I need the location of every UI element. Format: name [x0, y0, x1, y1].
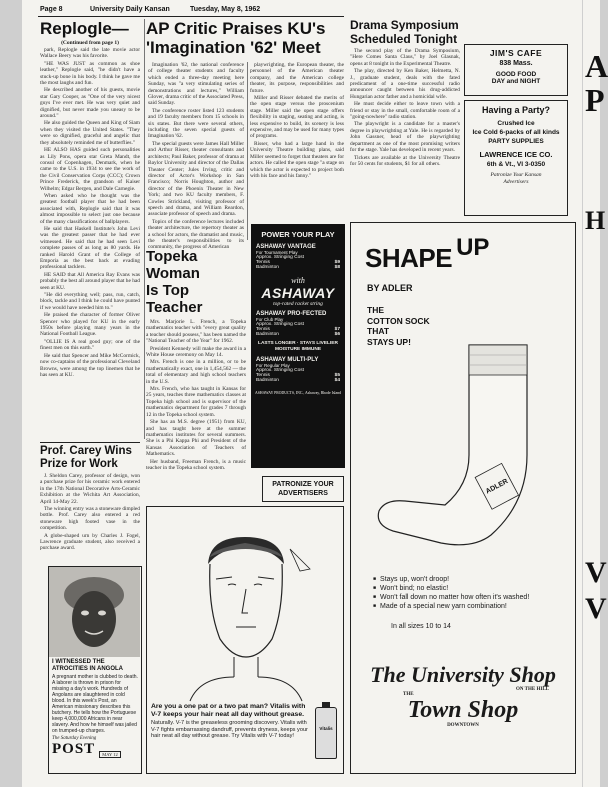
ashaway-tag: top-rated racket string: [273, 301, 323, 307]
party-headline: Having a Party?: [481, 105, 551, 115]
ashaway-price-row: Approx. Stringing Cost: [256, 368, 304, 373]
drama-body: [350, 48, 460, 167]
shapeup-sizes: In all sizes 10 to 14: [391, 623, 451, 630]
column-separator: [144, 19, 145, 439]
critic-paragraph: The special guests were James Hall Miller and Arthur Risser, theater consultants and architects; Paul Baker, professor of drama at Baylor University and director of the Dallas Theater Center; Jules Irving, critic and director of Actor's Workshop in San Francisco; Norris Houghton, author and director of the Phoenix Theater in New York; and two KU faculty members, F. Cowles Strickland, visiting professor of speech and drama, and William Reardon, associate professor of speech and drama.: [148, 140, 244, 218]
topeka-paragraph: President Kennedy will make the award in a White House ceremony on May 14.: [146, 345, 246, 359]
critic-headline-1: AP Critic Praises KU's: [146, 19, 326, 38]
ashaway-product-sub: For Club Play: [256, 317, 284, 322]
continued-line: (Continued from page 1): [61, 40, 119, 46]
ashaway-product-name: ASHAWAY PRO-FECTED: [256, 311, 327, 317]
shapeup-brand-1: SHAPE: [365, 243, 453, 273]
post-brand-top: The Saturday Evening: [52, 736, 97, 741]
party-item: PARTY SUPPLIES: [488, 138, 544, 145]
shapeup-ad: [350, 222, 576, 774]
replogle-paragraph: When asked who he thought was the greatest football player that he had been associated with, Replogle said that it was almost impossible to select just one because of the many classifications of ballplayers.: [40, 192, 140, 225]
topeka-article: [146, 248, 246, 472]
jims-cafe-ad: [464, 44, 568, 96]
jims-line-2: DAY and NIGHT: [491, 78, 541, 85]
post-caption-title: I WITNESSED THE ATROCITIES IN ANGOLA: [52, 659, 123, 672]
ashaway-price-row: Badminton $8: [256, 265, 340, 270]
post-ad: [48, 566, 142, 774]
lawrence-ice-ad: [464, 100, 568, 216]
carey-body: [40, 473, 140, 552]
ashaway-product-sub: For Regular Play: [256, 363, 290, 368]
party-item: Ice Cold 6-packs of all kinds: [472, 129, 560, 136]
carey-paragraph: The winning entry was a stoneware dimpled bottle. Prof. Carey also entered a red stoneware high footed vase in the competition.: [40, 506, 140, 532]
drama-paragraph: He must decide either to leave town with a friend or stay in the small, comfortable room of a "going-nowhere" radio station.: [350, 101, 460, 121]
drama-headline-1: Drama Symposium: [350, 18, 459, 32]
vitalis-bottle-label: Vitalis: [319, 726, 333, 731]
critic-paragraph: Topics of the conference lectures included theater architecture, the repertory theater as a school for actors, the dramatist and music, the theater's responsibilities to its community, the progress of American: [148, 218, 244, 251]
shapeup-tagline: STAYS UP!: [367, 336, 411, 347]
carey-article: [40, 442, 140, 553]
replogle-paragraph: "HE WAS JUST as common as shoe leather," Replogle said, "he didn't have a stuck-up bone in his body. I think he gave me the most laughs and fun.: [40, 60, 140, 87]
shop1-sub: ON THE HILL: [516, 687, 549, 692]
shapeup-brand-up: UP: [456, 234, 490, 261]
topeka-paragraph: Mrs. French, who has taught in Kansas for 25 years, teaches three mathematics classes at Topeka high school and is supervisor of the mathematics department for grades 7 through 12 in the Topeka school system.: [146, 386, 246, 418]
critic-article: [146, 19, 346, 57]
replogle-paragraph: park, Replogle said the late movie actor Wallace Beery was his favorite.: [40, 47, 140, 60]
drama-paragraph: The playwright is a candidate for a master's degree in playwrighting at Yale. He is regarded by John Gassner, head of the playwrighting department as one of the most promising writers for the stage. Yale has developed in recent years.: [350, 121, 460, 154]
critic-column-1: [148, 62, 244, 252]
paper-name: University Daily Kansan: [90, 6, 170, 13]
post-photo: [49, 567, 140, 657]
shapeup-bullet: ■ Made of a special new yarn combination!: [373, 603, 507, 610]
replogle-paragraph: "He did everything well; pass, run, catch, block, tackle and I think he could have punted if we would have needed him to.": [40, 292, 140, 311]
vitalis-body: Naturally. V-7 is the greaseless grooming discovery. Vitalis with V-7 fights embarrassing dandruff, prevents dryness, keeps your hair neat all day without grease. Try Vitalis with V-7 today!: [151, 720, 308, 740]
bullet-icon: ■: [373, 576, 377, 582]
patronize-line-2: ADVERTISERS: [278, 490, 328, 497]
ashaway-product: [256, 311, 340, 337]
vitalis-bottle: [315, 707, 337, 759]
critic-paragraph: The conference roster listed 123 students and 19 faculty members from 15 schools in six states. But there were several others, including the seven special guests of Imagination '62.: [148, 107, 244, 140]
carey-headline-1: Prof. Carey Wins: [40, 445, 132, 457]
carey-paragraph: J. Sheldon Carey, professor of design, won a purchase prize for his ceramic work entered in the 17th National Decorative Arts-Ceramic Exhibition at the Wichita Art Association, April 14-May 22.: [40, 473, 140, 505]
patronize-box: [262, 476, 344, 502]
shop2-the: THE: [403, 692, 414, 697]
page-number: Page 8: [40, 6, 63, 13]
ashaway-price-row: Tennis $7: [256, 327, 340, 332]
ice-company-name: LAWRENCE ICE CO.: [479, 150, 553, 159]
replogle-paragraph: "OLLIE IS A real good guy; one of the finest men on this earth.": [40, 338, 140, 352]
ashaway-product: [256, 357, 340, 383]
shapeup-bullet: ■ Stays up, won't droop!: [373, 576, 450, 583]
issue-date: Tuesday, May 8, 1962: [190, 6, 261, 13]
shapeup-tagline: COTTON SOCK: [367, 315, 430, 326]
drama-paragraph: Tickets are available at the University Theatre for 50 cents for students, $1 for all others.: [350, 154, 460, 167]
replogle-paragraph: He described another of his guests, movie star Gary Cooper, as "One of the very nicest guys I've ever met. He was very quiet and dignified, but never made you uneasy to be around.": [40, 87, 140, 120]
post-issue: MAY 12: [99, 751, 121, 758]
replogle-paragraph: He said that Haskell Institute's John Levi was the greatest passer that he had ever witnessed. He said that he had seen Levi complete passes of as long as 80 yards. He ranked Harold Grant of the College of Emporia as the best back at evading professional tacklers.: [40, 225, 140, 271]
jims-name: JIM'S CAFE: [489, 48, 543, 58]
sock-label: ADLER: [484, 477, 510, 496]
masthead-rule: [38, 16, 344, 17]
ashaway-price-row: Badminton $4: [256, 378, 340, 383]
topeka-body: [146, 319, 246, 471]
carey-rule: [40, 442, 140, 443]
critic-paragraph: Miller and Risser debated the merits of the open stage versus the proscenium stage. Miller said the open stage offers flexibility in staging, seating and acting, is less expensive to build, its scenery is less expensive, and may be used for many types of programs.: [250, 95, 345, 140]
column-separator: [247, 62, 248, 240]
ashaway-price-row: Approx. Stringing Cost: [256, 322, 304, 327]
jims-line-1: GOOD FOOD: [495, 71, 537, 78]
shop2-name: Town Shop: [407, 697, 519, 723]
critic-paragraph: Risser, who had a large hand in the University Theatre building plans, said Miller seemed to forget that theaters are for actors. He called the open stage "a stage on which the actor is expected to project both with his face and his fanny.": [250, 140, 344, 179]
patronize-line-1: PATRONIZE YOUR: [272, 481, 334, 488]
topeka-paragraph: Mrs. Marjorie L. French, a Topeka mathematics teacher with "every great quality a teacher should possess," has been named the "National Teacher of the Year" for 1962.: [146, 319, 246, 345]
topeka-paragraph: She has an M.S. degree (1951) from KU, and has taught here at the summer mathematics institutes for several summers. She is a Phi Kappa Phi and President of the Kansas Association of Teachers of Mathematics.: [146, 419, 246, 458]
replogle-paragraph: He praised the character of former Oliver Spencer who played for KU in the early 1950s before playing many years in the National Football League.: [40, 312, 140, 338]
shapeup-by: BY ADLER: [367, 283, 413, 293]
ashaway-middle: LASTS LONGER · STAYS LIVELIER MOISTURE IMMUNE: [258, 341, 338, 352]
critic-paragraph: playwrighting, the European theater, the personnel of the American theater company, and the American college theater, its purpose, responsibilities and future.: [250, 62, 344, 94]
shop1-name: The University Shop: [370, 662, 556, 687]
replogle-paragraph: HE ALSO HAS guided such personalities as Lily Pons, opera star Greta Mandt, the consul of Copenhagen, Denmark, when he came to the U.S. in 1934 to see the work of the Civil Conservation Corps (CCC); Crown Prince Frederick, the grandson of Kaiser Wilhelm; Edgar Bergen, and Dale Carnegie.: [40, 147, 140, 192]
topeka-headline-2: Is Top Teacher: [146, 282, 203, 316]
vitalis-drawing: [150, 509, 340, 701]
critic-headline-2: 'Imagination '62' Meet: [146, 38, 321, 57]
topeka-paragraph: Mrs. French is one in a million, or to be mathematically exact, one in 1,454,562 — the total of elementary and high school teachers in the U.S.: [146, 359, 246, 385]
shapeup-logo: [365, 234, 490, 274]
ashaway-top: POWER YOUR PLAY: [261, 230, 335, 239]
post-brand: POST: [52, 741, 96, 757]
vitalis-ad: [146, 506, 344, 774]
ashaway-ad: [251, 224, 345, 468]
university-shop-logo: [363, 663, 563, 728]
ashaway-price-row: Tennis $5: [256, 373, 340, 378]
replogle-body: [40, 47, 140, 378]
topeka-paragraph: Her husband, Freeman French, is a music teacher in the Topeka school system.: [146, 458, 246, 471]
topeka-headline-1: Topeka Woman: [146, 248, 200, 282]
bullet-icon: ■: [373, 585, 377, 591]
post-caption-body: A pregnant mother is clubbed to death. A laborer is thrown in prison for missing a day's work. Hundreds of Angolans are slaughtered in cold blood. In this week's Post, an American missionary describes this butchery. He tells how the Portuguese keep 4,000,000 Africans in near slavery. And how he himself was jailed on trumped-up charges.: [52, 674, 138, 734]
replogle-headline: Replogle—: [40, 19, 129, 38]
vitalis-headline: Are you a one pat or a two pat man? Vitalis with V-7 keeps your hair neat all day without grease.: [151, 703, 306, 718]
critic-column-2: [250, 62, 344, 180]
ashaway-footer: ASHAWAY PRODUCTS, INC., Ashaway, Rhode Island: [255, 391, 341, 395]
shapeup-bullet: ■ Won't fall down no matter how often it's washed!: [373, 594, 530, 601]
drama-headline-2: Scheduled Tonight: [350, 31, 458, 46]
newspaper-page: [22, 0, 582, 787]
ashaway-product: [256, 244, 340, 270]
shapeup-tagline: THAT: [367, 326, 390, 336]
replogle-article: [40, 19, 140, 379]
ashaway-with: with: [291, 276, 305, 285]
ashaway-product-name: ASHAWAY MULTI-PLY: [256, 357, 319, 363]
ice-company-address: 6th & Vt., VI 3-0350: [486, 161, 546, 168]
shapeup-bullet: ■ Won't bind; no elastic!: [373, 585, 449, 592]
party-item: Crushed Ice: [497, 120, 535, 127]
carey-headline-2: Prize for Work: [40, 458, 118, 470]
drama-article: [350, 19, 460, 168]
ashaway-brand: ASHAWAY: [261, 285, 335, 301]
party-footer: Patronize Your Kansan Advertisers: [490, 172, 542, 185]
bullet-icon: ■: [373, 594, 377, 600]
next-page-edge: A P H V V: [583, 0, 600, 787]
critic-paragraph: Imagination '62, the national conference of college theater students and faculty which ended a three-day meeting here Sunday, was "a very stimulating series of demonstrations and lectures," William Glover, drama critic of the Associated Press, said Sunday.: [148, 62, 244, 107]
replogle-paragraph: He also guided the Queen and King of Siam when they visited the United States. "They were so dignified, graceful and angelic that they absolutely reminded me of butterflies.": [40, 120, 140, 146]
shop2-sub: DOWNTOWN: [447, 723, 479, 728]
replogle-paragraph: He said that Spencer and Mike McCormick, now co-captains of the professional Cleveland Browns, were among the top linemen that he has seen at KU.: [40, 352, 140, 378]
replogle-paragraph: HE SAID that All America Ray Evans was probably the best all around player that he had seen at KU.: [40, 271, 140, 291]
ashaway-price-row: Approx. Stringing Cost: [256, 255, 304, 260]
drama-paragraph: The second play of the Drama Symposium, "Here Comes Santa Claus," by Joel Glasnak, opens at 8 tonight in the Experimental Theatre.: [350, 48, 460, 67]
jims-address: 838 Mass.: [499, 60, 533, 67]
shapeup-tagline: THE: [367, 305, 384, 315]
ashaway-price-row: Badminton $6: [256, 332, 340, 337]
bullet-icon: ■: [373, 603, 377, 609]
drama-paragraph: The play, directed by Ken Baker, Helmetta, N. J., graduate student, deals with the fated predicament of a one-time successful radio announcer caught between his drug-addicted Hungarian actor father and a homicidal wife.: [350, 68, 460, 100]
sock-illustration: [365, 335, 565, 555]
carey-paragraph: A globe-shaped urn by Charles J. Fogel, Lawrence graduate student, also received a purchase award.: [40, 532, 140, 552]
ashaway-price-row: Tennis $9: [256, 260, 340, 265]
ashaway-product-sub: For Tournament Play: [256, 250, 298, 255]
ashaway-product-name: ASHAWAY VANTAGE: [256, 244, 316, 250]
